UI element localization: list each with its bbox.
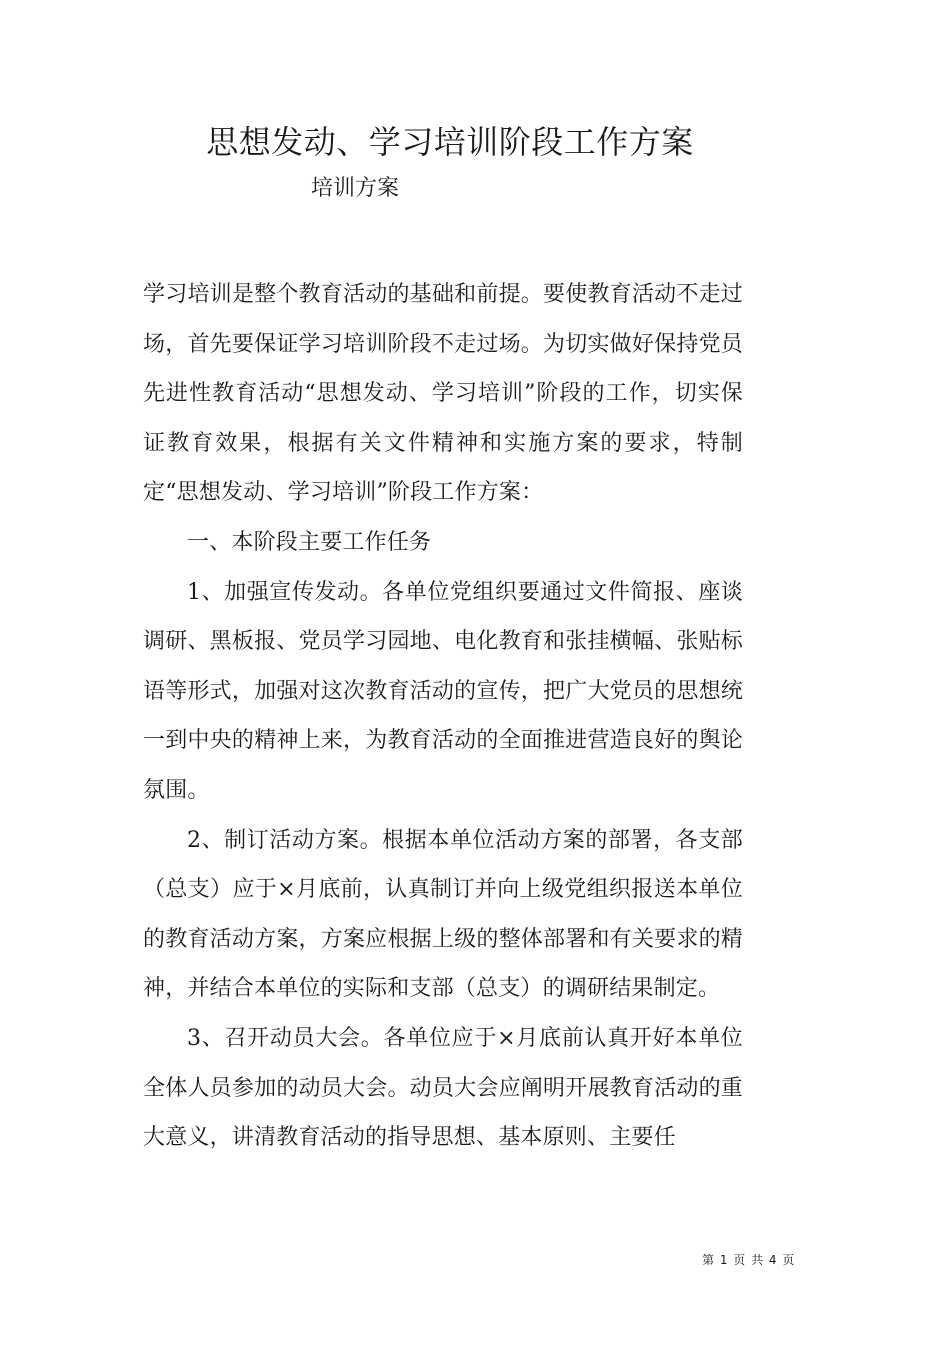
document-body — [143, 270, 743, 1163]
page-number-footer: 第 1 页 共 4 页 — [702, 1253, 796, 1267]
paragraph-item-3: 3、召开动员大会。各单位应于×月底前认真开好本单位全体人员参加的动员大会。动员大会应阐明开展教育活动的重大意义，讲清教育活动的指导思想、基本原则、主要任 — [143, 1025, 743, 1151]
section-heading: 一、本阶段主要工作任务 — [187, 529, 432, 555]
paragraph-item-2: 2、制订活动方案。根据本单位活动方案的部署，各支部（总支）应于×月底前，认真制订并向上级党组织报送本单位的教育活动方案，方案应根据上级的整体部署和有关要求的精神，并结合本单位的实际和支部（总支）的调研结果制定。 — [143, 827, 743, 1002]
document-subtitle: 培训方案 — [311, 176, 400, 201]
paragraph-intro: 学习培训是整个教育活动的基础和前提。要使教育活动不走过场，首先要保证学习培训阶段不走过场。为切实做好保持党员先进性教育活动“思想发动、学习培训”阶段的工作，切实保证教育效果，根据有关文件精神和实施方案的要求，特制定“思想发动、学习培训”阶段工作方案： — [143, 282, 743, 506]
paragraph-item-1: 1、加强宣传发动。各单位党组织要通过文件简报、座谈调研、黑板报、党员学习园地、电化教育和张挂横幅、张贴标语等形式，加强对这次教育活动的宣传，把广大党员的思想统一到中央的精神上来，为教育活动的全面推进营造良好的舆论氛围。 — [143, 579, 743, 803]
document-title: 思想发动、学习培训阶段工作方案 — [206, 123, 694, 161]
